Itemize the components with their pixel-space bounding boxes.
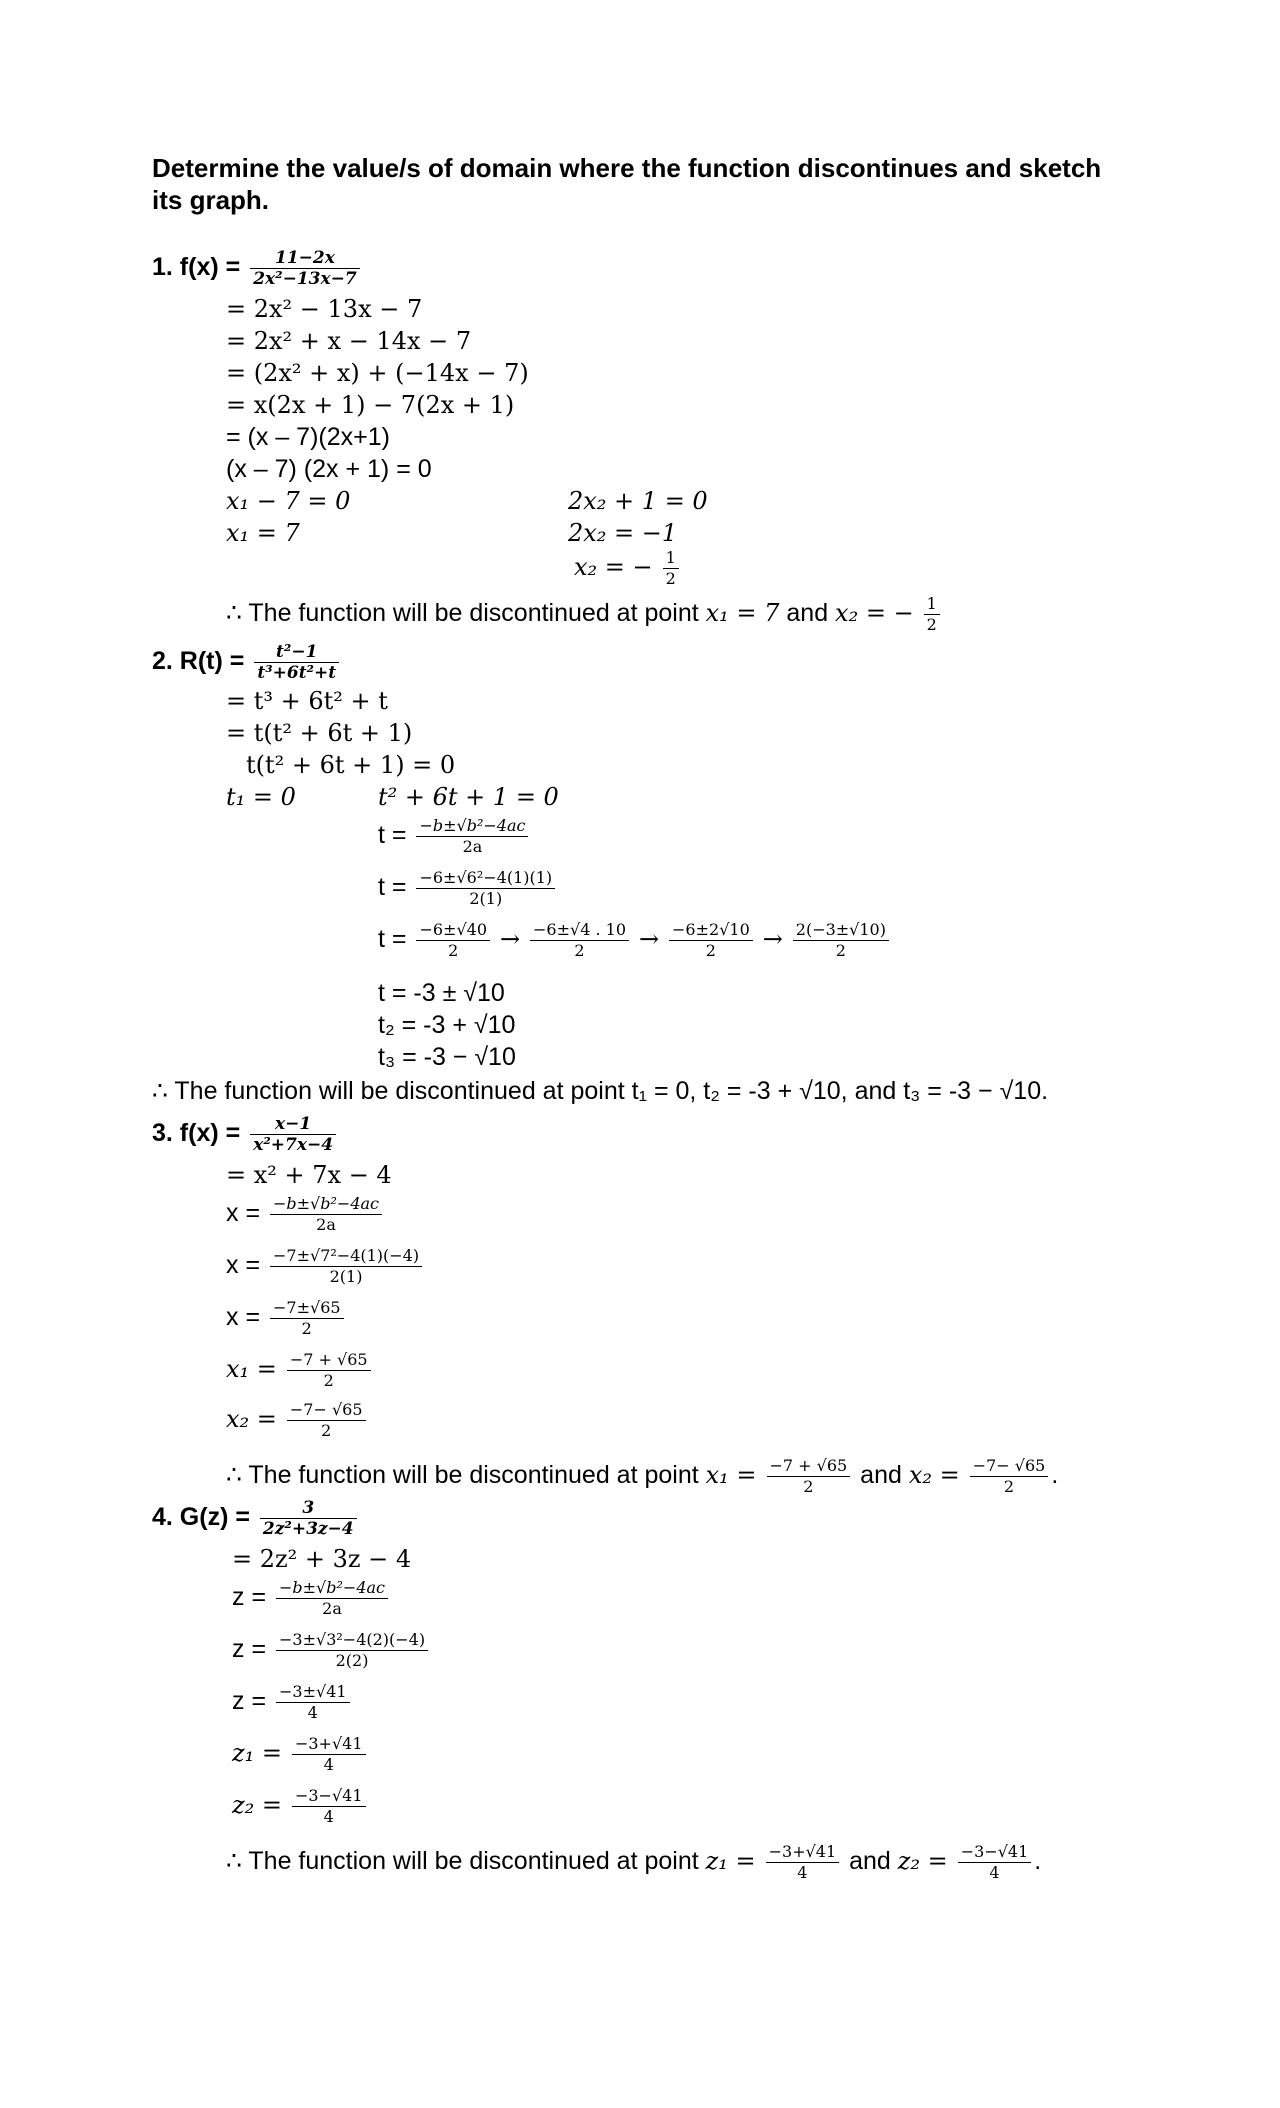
conclusion-text: ∴ The function will be discontinued at point [226, 1847, 706, 1876]
problem-2-simplification-chain [378, 920, 892, 961]
fraction-numerator: −b±√b²−4ac [270, 1194, 382, 1215]
fraction-numerator: −7±√7²−4(1)(−4) [270, 1246, 422, 1267]
fraction-denominator: 2 [705, 941, 716, 960]
fraction-numerator: −b±√b²−4ac [276, 1578, 388, 1599]
problem-3-step: = x² + 7x − 4 [226, 1161, 392, 1189]
fraction-numerator: 11−2x [250, 248, 360, 269]
problem-1-root-2-value [574, 548, 682, 589]
fraction-numerator: 1 [924, 594, 940, 615]
problem-2-function-fraction [254, 642, 339, 683]
simplified-fraction [276, 1682, 350, 1723]
fraction-denominator: 2 [574, 941, 585, 960]
problem-4-substitution [232, 1630, 431, 1671]
arrow-icon: → [762, 925, 783, 954]
root-2-fraction [970, 1456, 1049, 1497]
t-equals: t = [378, 821, 407, 850]
simplification-fraction-4 [793, 920, 889, 961]
conclusion-period: . [1034, 1847, 1042, 1876]
fraction-numerator: −7±√65 [270, 1298, 344, 1319]
simplified-fraction [270, 1298, 344, 1339]
quadratic-formula-fraction [270, 1194, 382, 1235]
simplification-fraction-2 [530, 920, 629, 961]
fraction-denominator: 2 [665, 569, 676, 588]
problem-3-quadratic-formula [226, 1194, 385, 1235]
root-1-fraction [287, 1350, 371, 1391]
problem-3-conclusion [226, 1456, 1058, 1497]
fraction-denominator: t³+6t²+t [257, 663, 337, 683]
problem-2-result: t = -3 ± √10 [378, 979, 505, 1007]
fraction-denominator: 2z²+3z−4 [262, 1519, 354, 1539]
problem-1-step-6: (x – 7) (2x + 1) = 0 [226, 455, 432, 483]
fraction-denominator: 2(2) [335, 1651, 369, 1670]
fraction-numerator: t²−1 [254, 642, 339, 663]
one-half-fraction [663, 548, 679, 589]
problem-1-function-fraction [250, 248, 360, 289]
fraction-numerator: −7− √65 [970, 1456, 1049, 1477]
fraction-denominator: 2 [448, 941, 459, 960]
fraction-denominator: 2a [316, 1215, 336, 1234]
root-2-fraction [958, 1842, 1032, 1883]
fraction-numerator: x−1 [250, 1114, 336, 1135]
conclusion-x2: x₂ = [908, 1461, 960, 1490]
problem-1-step-4: = x(2x + 1) − 7(2x + 1) [226, 391, 515, 419]
substitution-fraction [416, 868, 555, 909]
page-heading: Determine the value/s of domain where the function discontinues and sketch its graph. [152, 153, 1102, 215]
fraction-denominator: 4 [307, 1703, 318, 1722]
fraction-numerator: −3−√41 [292, 1786, 366, 1807]
one-half-fraction [924, 594, 940, 635]
x-equals: x = [226, 1199, 261, 1228]
problem-1-step-3: = (2x² + x) + (−14x − 7) [226, 359, 529, 387]
z-equals: z = [232, 1583, 267, 1612]
root-1-fraction [767, 1456, 851, 1497]
fraction-numerator: −b±√b²−4ac [416, 816, 528, 837]
problem-2-quadratic: t² + 6t + 1 = 0 [378, 783, 559, 811]
problem-2-conclusion: ∴ The function will be discontinued at point t₁ = 0, t₂ = -3 + √10, and t₃ = -3 − √10. [152, 1077, 1049, 1105]
problem-3-label: 3. f(x) = [152, 1119, 241, 1148]
fraction-numerator: −7 + √65 [767, 1456, 851, 1477]
fraction-numerator: 3 [260, 1498, 357, 1519]
conclusion-z1: z₁ = [705, 1847, 756, 1876]
problem-2-equation-zero: t(t² + 6t + 1) = 0 [246, 751, 456, 779]
problem-2-label: 2. R(t) = [152, 647, 245, 676]
fraction-numerator: 2(−3±√10) [793, 920, 889, 941]
conclusion-period: . [1051, 1461, 1059, 1490]
fraction-denominator: 2 [835, 941, 846, 960]
root-1-fraction [292, 1734, 366, 1775]
conclusion-x1: x₁ = [705, 1461, 757, 1490]
fraction-denominator: 2a [322, 1599, 342, 1618]
problem-4-header [152, 1498, 360, 1539]
problem-2-header [152, 642, 342, 683]
problem-4-function-fraction [260, 1498, 357, 1539]
problem-1-root-1-value: x₁ = 7 [226, 519, 300, 547]
arrow-icon: → [638, 925, 660, 954]
fraction-denominator: 2 [1003, 1477, 1015, 1496]
fraction-numerator: −6±√40 [416, 920, 490, 941]
fraction-numerator: −7− √65 [287, 1400, 366, 1421]
fraction-denominator: 2 [926, 615, 937, 634]
substitution-fraction [276, 1630, 428, 1671]
problem-1-root-2-equation: 2x₂ + 1 = 0 [568, 487, 708, 515]
fraction-denominator: 2(1) [329, 1267, 363, 1286]
problem-1-root-2-step: 2x₂ = −1 [568, 519, 678, 547]
problem-1-step-1: = 2x² − 13x − 7 [226, 295, 423, 323]
problem-2-root-1: t₁ = 0 [226, 783, 296, 811]
simplification-fraction-3 [669, 920, 753, 961]
problem-4-step: = 2z² + 3z − 4 [232, 1545, 412, 1573]
fraction-denominator: 2 [323, 1371, 334, 1390]
z-equals: z = [232, 1687, 267, 1716]
root-prefix: x₂ = − [574, 553, 653, 582]
problem-3-root-2 [226, 1400, 369, 1441]
root-1-fraction [766, 1842, 840, 1883]
root-1-label: z₁ = [232, 1739, 283, 1768]
problem-1-label: 1. f(x) = [152, 253, 241, 282]
conclusion-z2: z₂ = [897, 1847, 948, 1876]
arrow-icon: → [499, 925, 521, 954]
fraction-numerator: 1 [663, 548, 679, 569]
problem-1-header [152, 248, 363, 289]
substitution-fraction [270, 1246, 422, 1287]
t-equals: t = [378, 925, 407, 954]
problem-3-function-fraction [250, 1114, 336, 1155]
fraction-denominator: 2a [462, 837, 483, 856]
x-equals: x = [226, 1303, 261, 1332]
fraction-denominator: 2x²−13x−7 [253, 269, 357, 289]
fraction-numerator: −6±√6²−4(1)(1) [416, 868, 555, 889]
problem-4-conclusion [226, 1842, 1041, 1883]
simplification-fraction-1 [416, 920, 490, 961]
fraction-denominator: 4 [323, 1755, 334, 1774]
problem-2-root-2: t₂ = -3 + √10 [378, 1011, 516, 1039]
fraction-numerator: −3±√3²−4(2)(−4) [276, 1630, 428, 1651]
conclusion-and: and [779, 599, 836, 628]
root-2-label: x₂ = [226, 1405, 277, 1434]
quadratic-formula-fraction [276, 1578, 388, 1619]
problem-1-root-1-equation: x₁ − 7 = 0 [226, 487, 351, 515]
root-2-fraction [287, 1400, 366, 1441]
problem-3-simplified [226, 1298, 347, 1339]
problem-1-step-5: = (x – 7)(2x+1) [226, 423, 390, 451]
t-equals: t = [378, 873, 407, 902]
conclusion-and: and [842, 1847, 898, 1876]
fraction-denominator: 2 [321, 1421, 332, 1440]
fraction-denominator: 2(1) [469, 889, 503, 908]
root-1-label: x₁ = [226, 1355, 277, 1384]
conclusion-text: ∴ The function will be discontinued at point [226, 599, 706, 628]
conclusion-text: ∴ The function will be discontinued at point [226, 1461, 706, 1490]
problem-3-header [152, 1114, 339, 1155]
fraction-denominator: 4 [989, 1863, 1000, 1882]
problem-1-conclusion [226, 594, 943, 635]
fraction-numerator: −6±2√10 [669, 920, 753, 941]
quadratic-formula-fraction [416, 816, 528, 857]
x-equals: x = [226, 1251, 261, 1280]
fraction-numerator: −7 + √65 [287, 1350, 371, 1371]
problem-2-root-3: t₃ = -3 − √10 [378, 1043, 516, 1071]
conclusion-x2: x₂ = − [835, 599, 914, 628]
root-2-fraction [292, 1786, 366, 1827]
fraction-numerator: −3+√41 [292, 1734, 366, 1755]
root-2-label: z₂ = [232, 1791, 283, 1820]
fraction-denominator: 4 [797, 1863, 808, 1882]
fraction-denominator: 2 [803, 1477, 814, 1496]
problem-4-quadratic-formula [232, 1578, 391, 1619]
problem-4-label: 4. G(z) = [152, 1503, 250, 1532]
problem-3-root-1 [226, 1350, 374, 1391]
problem-3-substitution [226, 1246, 425, 1287]
fraction-numerator: −6±√4 . 10 [530, 920, 629, 941]
problem-1-step-2: = 2x² + x − 14x − 7 [226, 327, 472, 355]
fraction-numerator: −3±√41 [276, 1682, 350, 1703]
problem-4-root-1 [232, 1734, 369, 1775]
problem-2-step-2: = t(t² + 6t + 1) [226, 719, 413, 747]
problem-2-step-1: = t³ + 6t² + t [226, 687, 388, 715]
conclusion-and: and [853, 1461, 909, 1490]
fraction-numerator: −3+√41 [766, 1842, 840, 1863]
z-equals: z = [232, 1635, 267, 1664]
conclusion-x1: x₁ = 7 [705, 599, 780, 628]
problem-4-simplified [232, 1682, 353, 1723]
problem-4-root-2 [232, 1786, 369, 1827]
fraction-numerator: −3−√41 [958, 1842, 1032, 1863]
fraction-denominator: 2 [301, 1319, 312, 1338]
problem-2-substitution [378, 868, 558, 909]
fraction-denominator: x²+7x−4 [253, 1135, 334, 1155]
fraction-denominator: 4 [323, 1807, 334, 1826]
problem-2-quadratic-formula [378, 816, 531, 857]
